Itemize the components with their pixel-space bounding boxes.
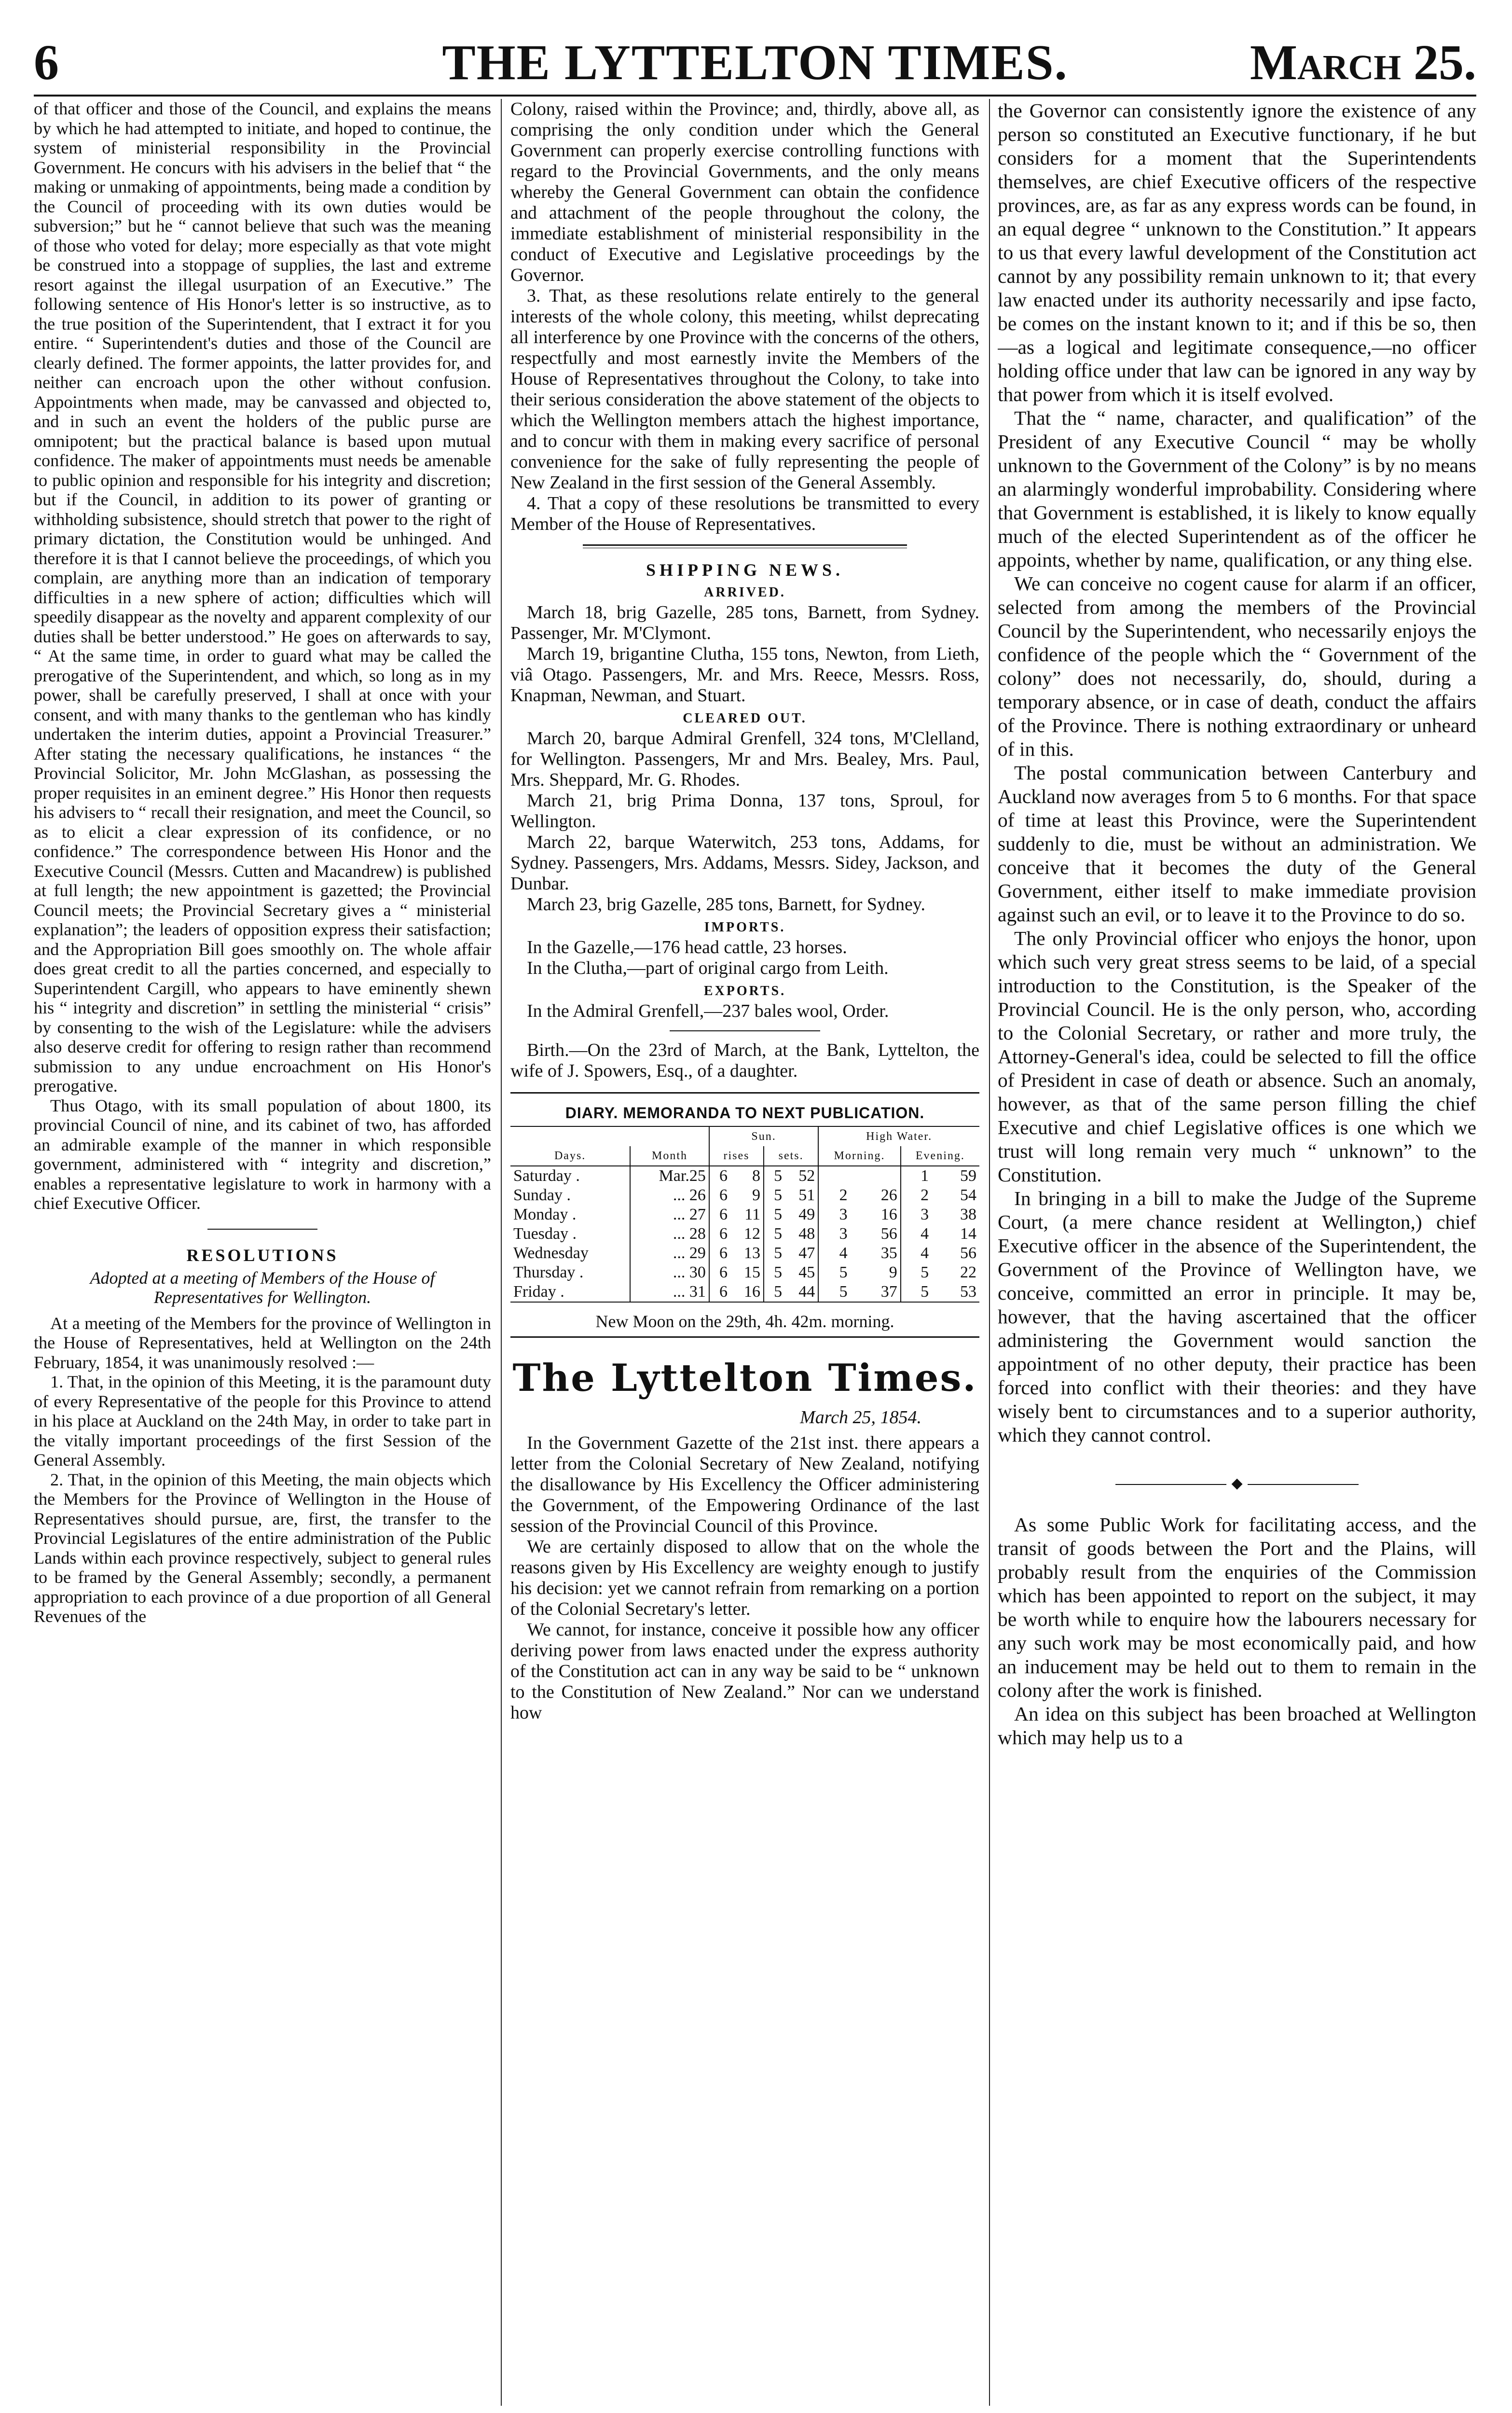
diary-cell-rise-m: 8 <box>752 1167 761 1185</box>
diary-cell-eve-m: 54 <box>960 1186 976 1204</box>
article-paragraph: An idea on this subject has been broached at Wellington which may help us to a <box>998 1703 1476 1748</box>
diary-cell-set-m: 47 <box>798 1244 815 1262</box>
masthead-rule <box>34 95 1476 97</box>
section-rule <box>207 1229 317 1230</box>
sets-header: sets. <box>764 1146 818 1166</box>
diary-cell-rise-h: 6 <box>709 1186 730 1205</box>
diary-cell-set-h: 5 <box>764 1282 785 1302</box>
issue-date: March 25. <box>1250 35 1476 90</box>
shipping-entry: March 22, barque Waterwitch, 253 tons, Addams, for Sydney. Passengers, Mrs. Addams, Messrs. Sidey, Jackson, and Dunbar. <box>510 832 979 894</box>
shipping-news-heading: SHIPPING NEWS. <box>646 560 844 580</box>
diary-cell-eve-m: 59 <box>960 1167 976 1185</box>
column-divider <box>989 99 990 2406</box>
resolution-paragraph: Colony, raised within the Province; and, thirdly, above all, as comprising the only condition under which the General Government can properly exercise controlling functions with regard to the Provincial Governments, and the only means whereby the General Government can obtain the confidence and attachment of the people throughout the colony, the immediate establishment of ministerial responsibility in the conduct of Executive and Legislative proceedings by the Governor. <box>510 99 979 285</box>
resolution-paragraph: 4. That a copy of these resolutions be transmitted to every Member of the House of Representatives. <box>510 493 979 534</box>
morning-header: Morning. <box>818 1146 901 1166</box>
import-entry: In the Gazelle,—176 head cattle, 23 horses. <box>527 937 847 957</box>
editorial-paragraph: the Governor can consistently ignore the existence of any person so constituted an Executive functionary, if he but considers for a moment that the Superintendents themselves, are chief Executive officers of the respective provinces, are, as far as any express words can be found, in an equal degree “ unknown to the Constitution.” It appears to us that every lawful development of the Constitution act cannot by any possibility remain unknown to it; that every law enacted under its authority necessarily and ipse facto, be comes on the instant known to it; and if this be so, then—as a logical and legitimate consequence,—no officer holding office under that law can be ignored in any way by that power from which it is itself evolved. <box>998 99 1476 405</box>
editorial-paragraph: The postal communication between Canterbury and Auckland now averages from 5 to 6 months. For that space of time at least this Province, were the Superintendent suddenly to die, must be without an administration. We conceive that it becomes the duty of the General Government, either itself to make immediate provision against such an evil, or to leave it to the Province to do so. <box>998 762 1476 926</box>
diary-cell-eve-h: 5 <box>901 1282 932 1302</box>
section-rule <box>510 1092 979 1094</box>
diary-cell-rise-h: 6 <box>709 1224 730 1244</box>
rises-header: rises <box>709 1146 764 1166</box>
diary-cell-morn-m: 9 <box>889 1263 897 1281</box>
diary-cell-morn-m: 37 <box>880 1283 897 1301</box>
diary-cell-set-h: 5 <box>764 1224 785 1244</box>
diary-cell-month: Mar.25 <box>630 1166 709 1186</box>
diary-cell-rise-h: 6 <box>709 1205 730 1224</box>
diary-cell-eve-h: 1 <box>901 1166 932 1186</box>
masthead <box>34 24 1476 97</box>
editorial-paragraph: We cannot, for instance, conceive it possible how any officer deriving power from laws enacted under the express authority of the Constitution act can in any way be said to be “ unknown to the Constitution of New Zealand.” Nor can we understand how <box>510 1620 979 1723</box>
diary-cell-month: ... 26 <box>630 1186 709 1205</box>
diary-cell-set-h: 5 <box>764 1186 785 1205</box>
diary-cell-morn-h: 3 <box>818 1205 850 1224</box>
diary-row <box>510 1224 979 1244</box>
diary-cell-day: Sunday . <box>513 1186 571 1204</box>
high-water-header: High Water. <box>818 1126 979 1146</box>
evening-header: Evening. <box>901 1146 979 1166</box>
diary-cell-rise-m: 15 <box>744 1263 761 1281</box>
diary-cell-set-m: 49 <box>798 1206 815 1223</box>
diary-cell-set-m: 51 <box>798 1186 815 1204</box>
diary-cell-rise-h: 6 <box>709 1166 730 1186</box>
column-3 <box>998 99 1476 2411</box>
shipping-entry: March 21, brig Prima Donna, 137 tons, Sproul, for Wellington. <box>510 790 979 832</box>
section-rule <box>510 1336 979 1338</box>
diary-cell-set-h: 5 <box>764 1263 785 1282</box>
diary-cell-rise-m: 9 <box>752 1186 761 1204</box>
resolution-paragraph: At a meeting of the Members for the province of Wellington in the House of Representatives, held at Wellington on the 24th February, 1854, it was unanimously resolved :— <box>34 1313 491 1372</box>
diary-cell-set-h: 5 <box>764 1205 785 1224</box>
editorial-paragraph: We are certainly disposed to allow that on the whole the reasons given by His Excellency are weighty enough to justify his decision: yet we cannot refrain from remarking on a portion of the Colonial Secretary's letter. <box>510 1537 979 1619</box>
diary-cell-eve-m: 22 <box>960 1263 976 1281</box>
moon-note: New Moon on the 29th, 4h. 42m. morning. <box>595 1312 894 1331</box>
article-paragraph: of that officer and those of the Council, and explains the means by which he had attempted to initiate, and hoped to continue, the system of ministerial responsibility in the Provincial Government. He concurs with his advisers in the belief that “ the making or unmaking of appointments, being made a condition by the Council of proceeding with its own duties would be subversion;” but he “ cannot believe that such was the meaning of those who voted for delay; more especially as that vote might be construed into a stoppage of supplies, the last and extreme resort against the illegal usurpation of an Executive.” The following sentence of His Honor's letter is so instructive, as to the true position of the Superintendent, that I extract it for you entire. “ Superintendent's duties and those of the Council are clearly defined. The former appoints, the latter provides for, and neither can encroach upon the other without confusion. Appointments when made, may be canvassed and objected to, and in such an event the holders of the public purse are omnipotent; but the practical balance is based upon mutual confidence. The maker of appointments must needs be amenable to public opinion and responsible for his integrity and discretion; but if the Council, in addition to its power of granting or withholding subsistence, should stretch that power to the right of primary dictation, the Constitution would be unhinged. And therefore it is that I cannot believe the proceedings, of which you complain, are anything more than an indication of temporary difficulties in a new sphere of action; difficulties which will speedily disappear as the novelty and apparent complexity of our duties shall be better understood.” He goes on afterwards to say, “ At the same time, in order to guard what may be called the prerogative of the Superintendent, and which, so long as in my power, shall be carefully preserved, I shall at once with your consent, and with many thanks to the gentleman who has kindly undertaken the interim duties, appoint a Provincial Treasurer.” After stating the necessary qualifications, he instances “ the Provincial Solicitor, Mr. John McGlashan, as possessing the proper requisites in an eminent degree.” His Honor then requests his advisers to “ recall their resignation, and meet the Council, so as to elicit a clear expression of its confidence, or no confidence.” The correspondence between His Honor and the Executive Council (Messrs. Cutten and Macandrew) is published at full length; the new appointment is gazetted; the Provincial Council meets; the Provincial Secretary gives a “ ministerial explanation”; the leaders of opposition express their satisfaction; and the Appropriation Bill goes smoothly on. The whole affair does great credit to all the parties concerned, and especially to Superintendent Cargill, who appears to have eminently shewn his “ integrity and discretion” in settling the ministerial “ crisis” by consenting to the wish of the Legislature: while the advisers also deserve credit for offering to resign rather than recommend submission to any undue encroachment on His Honor's prerogative. <box>34 99 491 1096</box>
diary-table <box>510 1126 979 1303</box>
resolution-paragraph: 2. That, in the opinion of this Meeting, the main objects which the Members for the Province of Wellington in the House of Representatives should pursue, are, first, the transfer to the Provincial Legislatures of the entire administration of the Public Lands within each province respectively, subject to general rules to be framed by the General Assembly; secondly, a permanent appropriation to each province of a due proportion of all General Revenues of the <box>34 1470 491 1626</box>
editorial-paragraph: In the Government Gazette of the 21st inst. there appears a letter from the Colonial Secretary of New Zealand, notifying the disallowance by His Excellency the Officer administering the Government, of the Empowering Ordinance of the last session of the Provincial Council of this Province. <box>510 1433 979 1536</box>
diary-cell-morn-m: 16 <box>880 1206 897 1223</box>
diary-cell-eve-m: 14 <box>960 1225 976 1243</box>
diary-cell-month: ... 30 <box>630 1263 709 1282</box>
diary-row <box>510 1282 979 1302</box>
diary-cell-rise-m: 11 <box>744 1206 761 1223</box>
month-header: Month <box>630 1146 709 1166</box>
editorial-masthead: The Lyttelton Times. <box>512 1356 977 1400</box>
editorial-paragraph: That the “ name, character, and qualification” of the President of any Executive Council “ may be wholly unknown to the Government of the Colony” is by no means an alarmingly wonderful improbability. Considering where that Government is established, it is likely to know equally much of the elected Superintendent as of the officer he appoints, whether by name, qualification, or any thing else. <box>998 407 1476 571</box>
diary-row <box>510 1205 979 1224</box>
article-paragraph: Thus Otago, with its small population of about 1800, its provincial Council of nine, and its cabinet of two, has afforded an admirable example of the manner in which responsible government, administered with “ integrity and discretion,” enables a representative legislature to work in harmony with a chief Executive Officer. <box>34 1096 491 1213</box>
diary-cell-eve-m: 56 <box>960 1244 976 1262</box>
resolutions-heading: RESOLUTIONS <box>186 1245 339 1265</box>
article-paragraph: As some Public Work for facilitating access, and the transit of goods between the Port and the Plains, will probably result from the enquiries of the Commission which has been appointed to report on the subject, it may be worth while to enquire how the labourers necessary for any such work may be most economically paid, and how an inducement may be held out to them to remain in the colony after the work is finished. <box>998 1513 1476 1701</box>
sun-header: Sun. <box>709 1126 818 1146</box>
resolutions-subheading: Adopted at a meeting of Members of the House of Representatives for Wellington. <box>90 1268 435 1307</box>
exports-label: EXPORTS. <box>703 984 786 998</box>
diary-row <box>510 1244 979 1263</box>
diary-cell-set-m: 45 <box>798 1263 815 1281</box>
diary-cell-morn-h: 3 <box>818 1224 850 1244</box>
export-entry: In the Admiral Grenfell,—237 bales wool, Order. <box>527 1001 889 1021</box>
arrived-label: ARRIVED. <box>704 585 786 600</box>
diary-cell-month: ... 29 <box>630 1244 709 1263</box>
editorial-paragraph: In bringing in a bill to make the Judge of the Supreme Court, (a mere chance resident at Wellington,) chief Executive officer in the absence of the Superintendent, the Government of the Province of Wellington have, we conceive, committed an error in principle. It may be, however, that the having ascertained that the officer administering the Government would sanction the appointment of no other deputy, their practice has been forced into conflict with their theories: and they have wisely bent to circumstances and to a superior authority, which they cannot control. <box>998 1187 1476 1446</box>
diary-cell-rise-m: 12 <box>744 1225 761 1243</box>
imports-label: IMPORTS. <box>704 920 786 935</box>
page-number: 6 <box>34 35 59 90</box>
diary-row <box>510 1166 979 1186</box>
birth-notice: Birth.—On the 23rd of March, at the Bank, Lyttelton, the wife of J. Spowers, Esq., of a daughter. <box>510 1040 979 1081</box>
diary-cell-day: Wednesday <box>513 1244 589 1262</box>
diary-cell-month: ... 28 <box>630 1224 709 1244</box>
cleared-label: CLEARED OUT. <box>683 711 807 726</box>
diary-cell-rise-h: 6 <box>709 1263 730 1282</box>
diary-cell-eve-h: 5 <box>901 1263 932 1282</box>
diary-cell-rise-h: 6 <box>709 1282 730 1302</box>
ornament-divider: ◆ <box>998 1475 1476 1492</box>
diary-cell-day: Friday . <box>513 1283 564 1301</box>
editorial-date: March 25, 1854. <box>800 1407 921 1428</box>
diary-cell-set-m: 44 <box>798 1283 815 1301</box>
section-rule <box>670 1030 820 1031</box>
import-entry: In the Clutha,—part of original cargo from Leith. <box>527 958 889 978</box>
diary-cell-morn-h <box>818 1166 850 1186</box>
diary-cell-day: Monday . <box>513 1206 577 1223</box>
diary-cell-eve-m: 53 <box>960 1283 976 1301</box>
diary-cell-month: ... 31 <box>630 1282 709 1302</box>
diary-cell-eve-h: 3 <box>901 1205 932 1224</box>
diary-cell-set-m: 48 <box>798 1225 815 1243</box>
column-1 <box>34 99 491 2411</box>
editorial-paragraph: We can conceive no cogent cause for alarm if an officer, selected from among the members of the Provincial Council by the Superintendent, who necessarily enjoys the confidence of the people which the “ Government of the colony” does not necessarily, do, should, during a temporary absence, or in case of death, conduct the affairs of the Province. There is nothing extraordinary or unheard of in this. <box>998 572 1476 760</box>
diary-cell-set-h: 5 <box>764 1244 785 1263</box>
diary-cell-day: Tuesday . <box>513 1225 577 1243</box>
diary-cell-morn-h: 4 <box>818 1244 850 1263</box>
shipping-entry: March 20, barque Admiral Grenfell, 324 tons, M'Clelland, for Wellington. Passengers, Mr and Mrs. Bealey, Mrs. Paul, Mrs. Sheppard, Mr. G. Rhodes. <box>510 728 979 790</box>
column-2 <box>510 99 979 2411</box>
diary-cell-morn-h: 5 <box>818 1263 850 1282</box>
diary-cell-rise-m: 13 <box>744 1244 761 1262</box>
diary-cell-morn-m: 56 <box>880 1225 897 1243</box>
diary-cell-morn-m: 26 <box>880 1186 897 1204</box>
diary-cell-rise-h: 6 <box>709 1244 730 1263</box>
diary-cell-set-h: 5 <box>764 1166 785 1186</box>
diary-heading: DIARY. MEMORANDA TO NEXT PUBLICATION. <box>565 1104 925 1122</box>
section-double-rule <box>583 544 907 548</box>
diary-cell-month: ... 27 <box>630 1205 709 1224</box>
diary-cell-morn-h: 2 <box>818 1186 850 1205</box>
diary-cell-eve-h: 2 <box>901 1186 932 1205</box>
shipping-entry: March 19, brigantine Clutha, 155 tons, Newton, from Lieth, viâ Otago. Passengers, Mr. and Mrs. Reece, Messrs. Ross, Knapman, Newman, and Stuart. <box>510 644 979 706</box>
diary-cell-day: Saturday . <box>513 1167 580 1185</box>
editorial-paragraph: The only Provincial officer who enjoys the honor, upon which such very great stress seems to be laid, of a special introduction to the Constitution, is the Speaker of the Provincial Council. He is the only person, who, according to the Colonial Secretary, or rather and more truly, the Attorney-General's idea, could be selected to fill the office of President in case of death or absence. Such an anomaly, however, as that of the same person filling the chief Executive and chief Legislative offices is one which we trust will long remain very much “ unknown” to the Constitution. <box>998 927 1476 1186</box>
shipping-entry: March 23, brig Gazelle, 285 tons, Barnett, for Sydney. <box>527 894 925 915</box>
resolution-paragraph: 1. That, in the opinion of this Meeting, it is the paramount duty of every Representative of the people for this Province to attend in his place at Auckland on the 24th May, in order to take part in the vitally important proceedings of the first Session of the General Assembly. <box>34 1372 491 1470</box>
diary-row <box>510 1186 979 1205</box>
days-header: Days. <box>554 1150 586 1162</box>
diary-cell-set-m: 52 <box>798 1167 815 1185</box>
diary-rows <box>510 1166 979 1302</box>
shipping-entry: March 18, brig Gazelle, 285 tons, Barnett, from Sydney. Passenger, Mr. M'Clymont. <box>510 602 979 643</box>
diary-cell-rise-m: 16 <box>744 1283 761 1301</box>
diary-cell-eve-m: 38 <box>960 1206 976 1223</box>
newspaper-title: THE LYTTELTON TIMES. <box>442 35 1068 90</box>
diary-row <box>510 1263 979 1282</box>
diary-cell-morn-h: 5 <box>818 1282 850 1302</box>
diary-cell-eve-h: 4 <box>901 1244 932 1263</box>
diary-cell-morn-m <box>851 1166 901 1186</box>
diary-cell-day: Thursday . <box>513 1263 584 1281</box>
column-divider <box>501 99 502 2406</box>
diary-cell-morn-m: 35 <box>880 1244 897 1262</box>
resolution-paragraph: 3. That, as these resolutions relate entirely to the general interests of the whole colony, this meeting, whilst deprecating all interference by one Province with the concerns of the others, respectfully and most earnestly invite the Members of the House of Representatives throughout the Colony, to take into their serious consideration the above statement of the objects to which the Wellington members attach the highest importance, and to concur with them in making every sacrifice of personal convenience for the sake of fully representing the people of New Zealand in the first session of the General Assembly. <box>510 286 979 493</box>
diary-cell-eve-h: 4 <box>901 1224 932 1244</box>
